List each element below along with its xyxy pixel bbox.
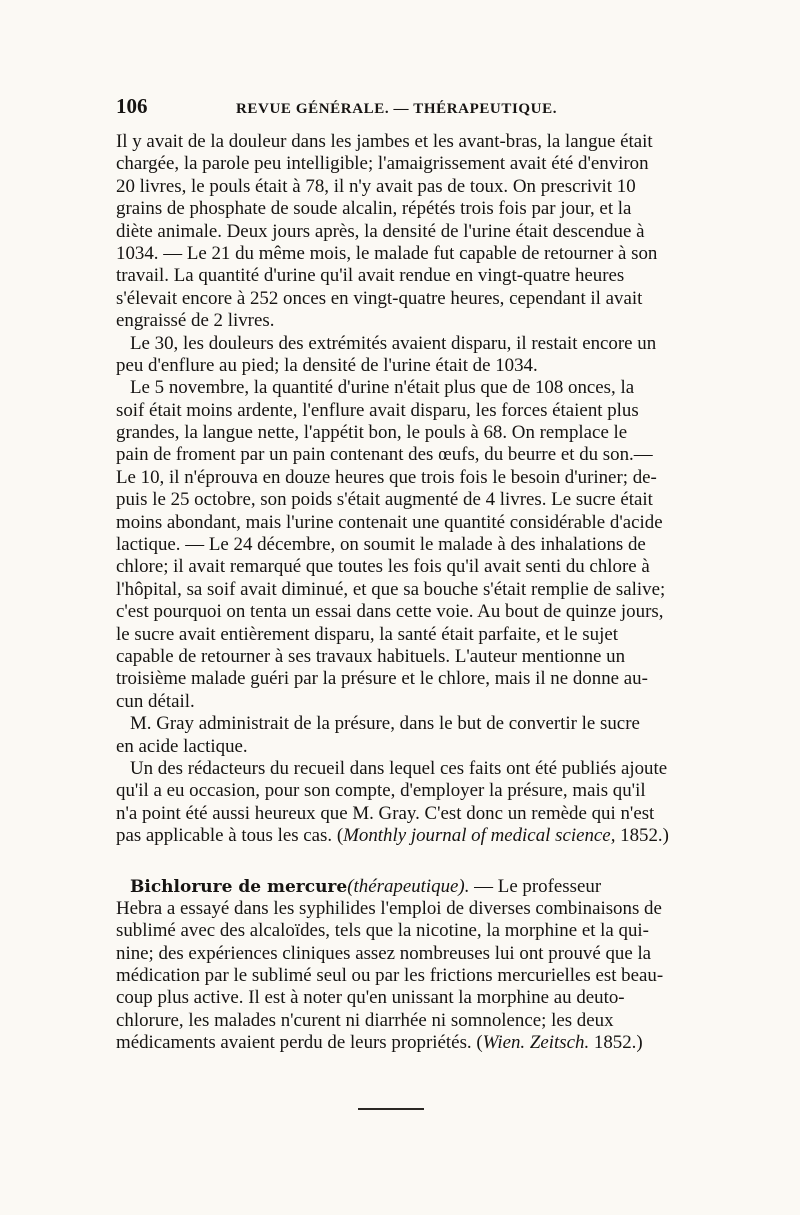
text-line xyxy=(116,377,690,399)
line-text: lactique. — Le 24 décembre, on soumit le malade à des inhalations de xyxy=(116,534,646,556)
text-line xyxy=(116,579,690,601)
line-text: Le 30, les douleurs des extrémités avaient disparu, il restait encore un xyxy=(130,332,657,354)
text-line xyxy=(116,444,690,466)
line-text: Le 5 novembre, la quantité d'urine n'était plus que de 108 onces, la xyxy=(130,377,635,399)
text-line xyxy=(116,1010,690,1032)
line-text: cun détail. xyxy=(116,690,195,712)
line-text: nine; des expériences cliniques assez nombreuses lui ont prouvé que la xyxy=(116,942,652,964)
line-text: moins abondant, mais l'urine contenait une quantité considérable d'acide xyxy=(116,511,663,533)
text-line xyxy=(116,736,690,758)
line-text: engraissé de 2 livres. xyxy=(116,310,275,332)
text-line xyxy=(116,758,690,780)
line-text-continued: 1852.) xyxy=(615,825,669,847)
text-line xyxy=(116,601,690,623)
line-text: Le 10, il n'éprouva en douze heures que trois fois le besoin d'uriner; de- xyxy=(116,466,657,488)
line-text: c'est pourquoi on tenta un essai dans cette voie. Au bout de quinze jours, xyxy=(116,601,664,623)
text-line xyxy=(116,943,690,965)
text-line xyxy=(116,265,690,287)
line-text: Un des rédacteurs du recueil dans lequel ces faits ont été publiés ajoute xyxy=(130,757,668,779)
line-text: 1034. — Le 21 du même mois, le malade fut capable de retourner à son xyxy=(116,242,658,264)
running-head: REVUE GÉNÉRALE. — THÉRAPEUTIQUE. xyxy=(236,101,558,117)
line-text: grandes, la langue nette, l'appétit bon, le pouls à 68. On remplace le xyxy=(116,422,628,444)
text-line xyxy=(116,713,690,735)
text-line xyxy=(116,624,690,646)
line-text: sublimé avec des alcaloïdes, tels que la nicotine, la morphine et la qui- xyxy=(116,920,649,942)
text-line xyxy=(116,221,690,243)
line-text: puis le 25 octobre, son poids s'était augmenté de 4 livres. Le sucre était xyxy=(116,489,653,511)
end-rule xyxy=(358,1108,424,1110)
text-line xyxy=(116,198,690,220)
page-number: 106 xyxy=(116,94,148,118)
line-text: 20 livres, le pouls était à 78, il n'y avait pas de toux. On prescrivit 10 xyxy=(116,175,636,197)
text-line xyxy=(116,512,690,534)
text-line xyxy=(116,965,690,987)
line-text: n'a point été aussi heureux que M. Gray. C'est donc un remède qui n'est xyxy=(116,802,655,824)
text-line xyxy=(116,288,690,310)
text-line xyxy=(116,803,690,825)
text-line xyxy=(116,825,690,847)
text-line xyxy=(116,920,690,942)
section-gap xyxy=(116,848,690,876)
text-line xyxy=(116,534,690,556)
text-line xyxy=(116,243,690,265)
italic-citation: Wien. Zeitsch. xyxy=(482,1032,590,1054)
line-text: travail. La quantité d'urine qu'il avait rendue en vingt-quatre heures xyxy=(116,265,625,287)
text-line xyxy=(116,422,690,444)
text-line xyxy=(116,131,690,153)
text-line xyxy=(116,400,690,422)
line-text-continued: — Le professeur xyxy=(469,875,602,897)
text-line xyxy=(116,1032,690,1054)
line-text: diète animale. Deux jours après, la densité de l'urine était descendue à xyxy=(116,220,645,242)
text-line xyxy=(116,987,690,1009)
text-line xyxy=(116,310,690,332)
page-header xyxy=(116,94,690,119)
line-text: chlore; il avait remarqué que toutes les fois qu'il avait senti du chlore à xyxy=(116,556,650,578)
text-line xyxy=(116,898,690,920)
line-text: Il y avait de la douleur dans les jambes et les avant-bras, la langue était xyxy=(116,131,653,152)
line-text: le sucre avait entièrement disparu, la santé était parfaite, et le sujet xyxy=(116,623,618,645)
text-line xyxy=(116,153,690,175)
text-line xyxy=(116,646,690,668)
line-text: l'hôpital, sa soif avait diminué, et que sa bouche s'était remplie de salive; xyxy=(116,578,666,600)
line-text: médication par le sublimé seul ou par les frictions mercurielles est beau- xyxy=(116,965,664,987)
text-line xyxy=(116,176,690,198)
line-text: s'élevait encore à 252 onces en vingt-quatre heures, cependant il avait xyxy=(116,287,643,309)
text-line xyxy=(116,467,690,489)
line-text: pas applicable à tous les cas. ( xyxy=(116,825,344,847)
line-text: chargée, la parole peu intelligible; l'amaigrissement avait été d'environ xyxy=(116,153,649,175)
line-text: capable de retourner à ses travaux habituels. L'auteur mentionne un xyxy=(116,645,626,667)
text-line xyxy=(116,691,690,713)
line-text: médicaments avaient perdu de leurs propriétés. ( xyxy=(116,1032,483,1054)
line-text-continued: 1852.) xyxy=(589,1032,643,1054)
line-text: grains de phosphate de soude alcalin, répétés trois fois par jour, et la xyxy=(116,198,632,220)
line-text: coup plus active. Il est à noter qu'en unissant la morphine au deuto- xyxy=(116,987,625,1009)
italic-citation: (thérapeutique). xyxy=(347,875,470,897)
line-text: pain de froment par un pain contenant des œufs, du beurre et du son.— xyxy=(116,444,653,466)
text-line xyxy=(116,668,690,690)
text-line xyxy=(116,333,690,355)
text-line xyxy=(116,355,690,377)
text-line xyxy=(116,556,690,578)
line-text: soif était moins ardente, l'enflure avait disparu, les forces étaient plus xyxy=(116,399,639,421)
section-title: Bichlorure de mercure xyxy=(130,876,348,897)
line-text: troisième malade guéri par la présure et le chlore, mais il ne donne au- xyxy=(116,668,648,690)
line-text: Hebra a essayé dans les syphilides l'emploi de diverses combinaisons de xyxy=(116,897,662,919)
line-text: chlorure, les malades n'curent ni diarrhée ni somnolence; les deux xyxy=(116,1009,614,1031)
line-text: M. Gray administrait de la présure, dans le but de convertir le sucre xyxy=(130,713,640,735)
text-line xyxy=(116,780,690,802)
line-text: peu d'enflure au pied; la densité de l'urine était de 1034. xyxy=(116,354,538,376)
line-text: en acide lactique. xyxy=(116,735,248,757)
body-text xyxy=(116,131,690,1055)
text-line xyxy=(116,489,690,511)
line-text: qu'il a eu occasion, pour son compte, d'employer la présure, mais qu'il xyxy=(116,780,646,802)
text-line xyxy=(116,876,690,898)
italic-citation: Monthly journal of medical science, xyxy=(343,825,616,847)
